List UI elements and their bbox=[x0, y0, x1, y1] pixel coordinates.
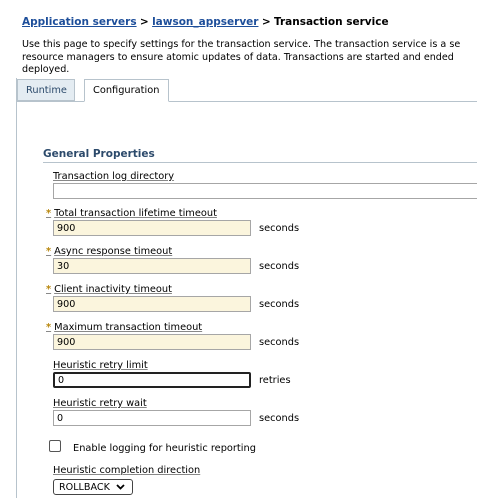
tab-configuration[interactable]: Configuration bbox=[84, 79, 169, 102]
total-timeout-unit: seconds bbox=[259, 223, 300, 234]
section-divider bbox=[43, 162, 477, 163]
enable-logging-checkbox[interactable] bbox=[49, 440, 61, 452]
retry-wait-unit: seconds bbox=[259, 413, 300, 424]
chevron-down-icon bbox=[116, 484, 125, 490]
total-timeout-label: * Total transaction lifetime timeout bbox=[46, 208, 217, 219]
enable-logging-label: Enable logging for heuristic reporting bbox=[73, 443, 256, 454]
async-timeout-input[interactable] bbox=[53, 258, 251, 274]
section-title-general-properties: General Properties bbox=[43, 148, 155, 160]
required-marker: * bbox=[46, 208, 52, 219]
total-timeout-input[interactable] bbox=[53, 220, 251, 236]
tab-runtime[interactable]: Runtime bbox=[17, 79, 75, 101]
breadcrumb-application-servers[interactable]: Application servers bbox=[22, 16, 137, 28]
client-timeout-input[interactable] bbox=[53, 296, 251, 312]
log-dir-input[interactable] bbox=[53, 183, 477, 199]
breadcrumb-separator: > bbox=[139, 16, 149, 28]
completion-direction-value: ROLLBACK bbox=[59, 481, 110, 493]
client-timeout-label: * Client inactivity timeout bbox=[46, 284, 172, 295]
log-dir-label: Transaction log directory bbox=[53, 171, 175, 182]
breadcrumb-separator: > bbox=[261, 16, 271, 28]
max-timeout-label: * Maximum transaction timeout bbox=[46, 322, 203, 333]
retry-limit-label: Heuristic retry limit bbox=[53, 360, 148, 371]
required-marker: * bbox=[46, 284, 52, 295]
retry-limit-unit: retries bbox=[259, 375, 291, 386]
retry-limit-input[interactable] bbox=[53, 372, 251, 388]
completion-direction-label: Heuristic completion direction bbox=[53, 465, 201, 476]
max-timeout-input[interactable] bbox=[53, 334, 251, 350]
async-timeout-unit: seconds bbox=[259, 261, 300, 272]
retry-wait-input[interactable] bbox=[53, 410, 251, 426]
breadcrumb-lawson-appserver[interactable]: lawson_appserver bbox=[152, 16, 259, 28]
breadcrumb bbox=[22, 16, 389, 28]
max-timeout-unit: seconds bbox=[259, 337, 300, 348]
async-timeout-label: * Async response timeout bbox=[46, 246, 173, 257]
required-marker: * bbox=[46, 246, 52, 257]
content-border bbox=[16, 78, 17, 498]
breadcrumb-current-page: Transaction service bbox=[273, 16, 389, 28]
retry-wait-label: Heuristic retry wait bbox=[53, 398, 147, 409]
page-description: Use this page to specify settings for the transaction service. The transaction service is a se resource managers to ensure atomic updates of data. Transactions are started and ended deployed. bbox=[22, 39, 461, 75]
required-marker: * bbox=[46, 322, 52, 333]
client-timeout-unit: seconds bbox=[259, 299, 300, 310]
